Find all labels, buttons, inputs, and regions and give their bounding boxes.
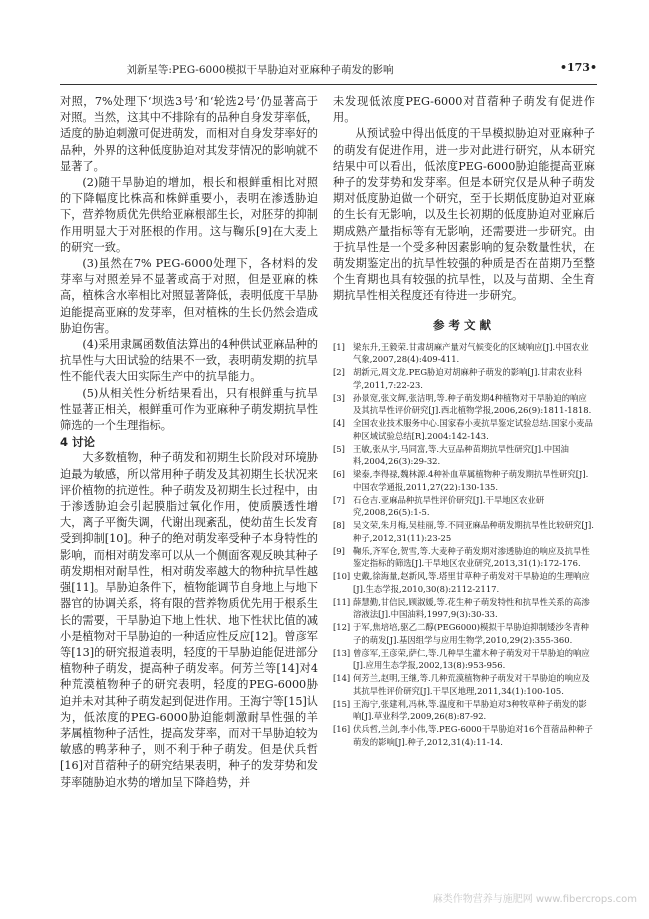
reference-number: [12] <box>333 622 351 633</box>
reference-number: [1] <box>333 341 345 352</box>
reference-item <box>333 672 595 697</box>
reference-number: [10] <box>333 571 351 582</box>
reference-text: 全国农业技术服务中心.国家春小麦抗旱鉴定试验总结.国家小麦品种区域试验总结[R].2004:142-143. <box>353 418 593 441</box>
reference-number: [15] <box>333 698 351 709</box>
reference-item <box>333 621 595 646</box>
reference-number: [4] <box>333 418 345 429</box>
right-column <box>333 94 595 749</box>
references-title: 参考文献 <box>433 317 495 332</box>
reference-text: 何芳兰,赵明,王继,等.几种荒漠植物种子萌发对干旱胁迫的响应及其抗旱性评价研究[J].干旱区地理,2011,34(1):100-105. <box>353 673 590 696</box>
running-header <box>0 60 649 82</box>
reference-number: [8] <box>333 520 345 531</box>
reference-number: [13] <box>333 647 351 658</box>
watermark: 麻类作物营养与施肥网 www.fibercrops.com <box>432 894 637 905</box>
paragraph: (5)从相关性分析结果看出，只有根鲜重与抗旱性显著正相关，根鲜重可作为亚麻种子萌发期抗旱性筛选的一个生理指标。 <box>60 386 318 433</box>
paragraph: (3)虽然在7% PEG-6000处理下，各材料的发芽率与对照差异不显著或高于对照，但是亚麻的株高，植株含水率相比对照显著降低，表明低度干旱胁迫能提高亚麻的发芽率，但对植株的生长仍然会造成胁迫伤害。 <box>60 257 318 335</box>
reference-item <box>333 468 595 493</box>
left-column <box>60 94 318 791</box>
reference-text: 于军,焦培培,驱乙二醇(PEG6000)模拟干旱胁迫抑制矮沙冬青种子的萌发[J].基因组学与应用生物学,2010,29(2):355-360. <box>353 622 589 645</box>
reference-list <box>333 341 595 749</box>
reference-item <box>333 341 595 366</box>
reference-item <box>333 519 595 544</box>
section-heading: 4 讨论 <box>60 435 96 450</box>
reference-item <box>333 392 595 417</box>
reference-number: [11] <box>333 596 351 607</box>
paragraph: 未发现低浓度PEG-6000对苜蓿种子萌发有促进作用。 <box>333 95 595 125</box>
reference-text: 吴文荣,朱月梅,吴桂丽,等.不同亚麻品种萌发期抗旱性比较研究[J].种子,2012,31(11):23-25 <box>353 520 594 543</box>
reference-number: [9] <box>333 545 345 556</box>
reference-text: 胡新元,周文龙.PEG胁迫对胡麻种子萌发的影响[J].甘肃农业科学,2011,7:22-23. <box>353 367 582 390</box>
reference-text: 梁东升,王毅荣.甘肃胡麻产量对气候变化的区域响应[J].中国农业气象,2007,28(4):409-411. <box>353 341 589 365</box>
reference-number: [7] <box>333 494 345 505</box>
reference-text: 王敏,张从宇,马同富,等.大豆品种苗期抗旱性研究[J].中国油料,2004,26(3):29-32. <box>353 443 569 467</box>
reference-item <box>333 596 595 621</box>
reference-item <box>333 698 595 723</box>
reference-item <box>333 494 595 519</box>
reference-text: 薛慧勤,甘信民,顾淑媛,等.花生种子萌发特性和抗旱性关系的高渗溶液法[J].中国油料,1997,9(3):30-33. <box>353 596 590 620</box>
reference-text: 孙景宽,张文辉,张洁明,等.种子萌发期4种植物对干旱胁迫的响应及其抗旱性评价研究[J].西北植物学报,2006,26(9):1811-1818. <box>353 392 592 416</box>
reference-number: [5] <box>333 443 345 454</box>
paragraph: (4)采用隶属函数值法算出的4种供试亚麻品种的抗旱性与大田试验的结果不一致，表明萌发期的抗旱性不能代表大田实际生产中的抗旱能力。 <box>60 338 318 384</box>
reference-number: [14] <box>333 673 351 684</box>
paragraph: 大多数植物，种子萌发和初期生长阶段对环境胁迫最为敏感，所以常用种子萌发及其初期生长状况来评价植物的抗逆性。种子萌发及初期生长过程中，由于渗透胁迫会引起膜脂过氧化作用，使质膜透性增大，离子平衡失调，代谢出现紊乱，使幼苗生长发育受到抑制[10]。种子的绝对萌发率受种子本身特性的影响，而相对萌发率可以从一个侧面客观反映其种子萌发期相对耐旱性，相对萌发率越大的物种抗旱性越强[11]。旱胁迫条件下，植物能调节自身地上与地下器官的协调关系，将有限的营养物质优先用于根系生长的需要，干旱胁迫下地上性状、地下性状比值的减小是植物对干旱胁迫的一种适应性反应[12]。曾彦军等[13]的研究报道表明，轻度的干旱胁迫能促进部分植物种子萌发，提高种子萌发率。何芳兰等[14]对4种荒漠植物种子的研究表明，轻度的PEG-6000胁迫并未对其种子萌发起到促进作用。王海宁等[15]认为，低浓度的PEG-6000胁迫能刺激耐旱性强的羊茅属植物种子活性，提高发芽率，而对干旱胁迫较为敏感的鸭茅种子，则不利于种子萌发。但是伏兵哲[16]对苜蓿种子的研究结果表明，种子的发芽势和发芽率随胁迫水势的增加呈下降趋势，并 <box>60 451 318 789</box>
paragraph: 从预试验中得出低度的干旱模拟胁迫对亚麻种子的萌发有促进作用，进一步对此进行研究，从本研究结果中可以看出，低浓度PEG-6000胁迫能提高亚麻种子的发芽势和发芽率。但是本研究仅是从种子萌发期对低度胁迫做一个研究，至于长期低度胁迫对亚麻的生长有无影响，以及生长初期的低度胁迫对亚麻后期成熟产量指标等有无影响，还需要进一步研究。由于抗旱性是一个受多种因素影响的复杂数量性状，在萌发期鉴定出的抗旱性较强的种质是否在苗期乃至整个生育期也具有较强的抗旱性，以及与苗期、全生育期抗旱性相关程度还有待进一步研究。 <box>333 127 595 303</box>
reference-item <box>333 443 595 468</box>
reference-text: 石仓吉.亚麻品种抗旱性评价研究[J].干旱地区农业研究,2008,26(5):1-5. <box>353 494 545 518</box>
reference-number: [6] <box>333 469 345 480</box>
reference-item <box>333 647 595 672</box>
reference-text: 史戴,徐海量,赵新风,等.塔里甘草种子萌发对干旱胁迫的生理响应[J].生态学报,2010,30(8):2112-2117. <box>353 571 590 594</box>
reference-item <box>333 366 595 391</box>
reference-number: [2] <box>333 367 345 378</box>
reference-item <box>333 570 595 595</box>
page-number: •173• <box>559 61 597 74</box>
header-rule <box>60 84 597 85</box>
running-title: 刘新星等:PEG-6000模拟干旱胁迫对亚麻种子萌发的影响 <box>126 64 394 76</box>
reference-item <box>333 723 595 748</box>
reference-text: 鞠乐,齐军仓,贺雪,等.大麦种子萌发期对渗透胁迫的响应及抗旱性鉴定指标的筛选[J].干旱地区农业研究,2013,31(1):172-176. <box>353 545 590 569</box>
reference-item <box>333 545 595 570</box>
reference-number: [3] <box>333 392 345 403</box>
paragraph: 对照，7%处理下‘坝选3号’和‘轮选2号’仍显著高于对照。当然，这其中不排除有的品种自身发芽率低，适度的胁迫刺激可促进萌发，而相对自身发芽率好的品种，外界的这种低度胁迫对其发芽情况的影响就不显著了。 <box>60 95 318 173</box>
reference-text: 梁泰,李得禄,魏林源.4种补血草属植物种子萌发期抗旱性研究[J].中国农学通报,2011,27(22):130-135. <box>353 469 589 492</box>
reference-item <box>333 417 595 442</box>
paragraph: (2)随干旱胁迫的增加，根长和根鲜重相比对照的下降幅度比株高和株鲜重要小，表明在渗透胁迫下，营养物质优先供给亚麻根部生长，对胚芽的抑制作用明显大于对胚根的作用。这与鞠乐[9]在大麦上的研究一致。 <box>60 176 318 254</box>
reference-text: 王海宁,张建利,冯林,等.温度和干旱胁迫对3种牧草种子萌发的影响[J].草业科学,2009,26(8):87-92. <box>353 698 587 722</box>
reference-text: 曾彦军,王彦荣,萨仁,等.几种旱生灌木种子萌发对干旱胁迫的响应[J].应用生态学报,2002,13(8):953-956. <box>353 647 590 671</box>
reference-number: [16] <box>333 724 351 735</box>
reference-text: 伏兵哲,兰剑,李小伟,等.PEG-6000干旱胁迫对16个苜蓿品种种子萌发的影响[J].种子,2012,31(4):11-14. <box>353 724 593 747</box>
